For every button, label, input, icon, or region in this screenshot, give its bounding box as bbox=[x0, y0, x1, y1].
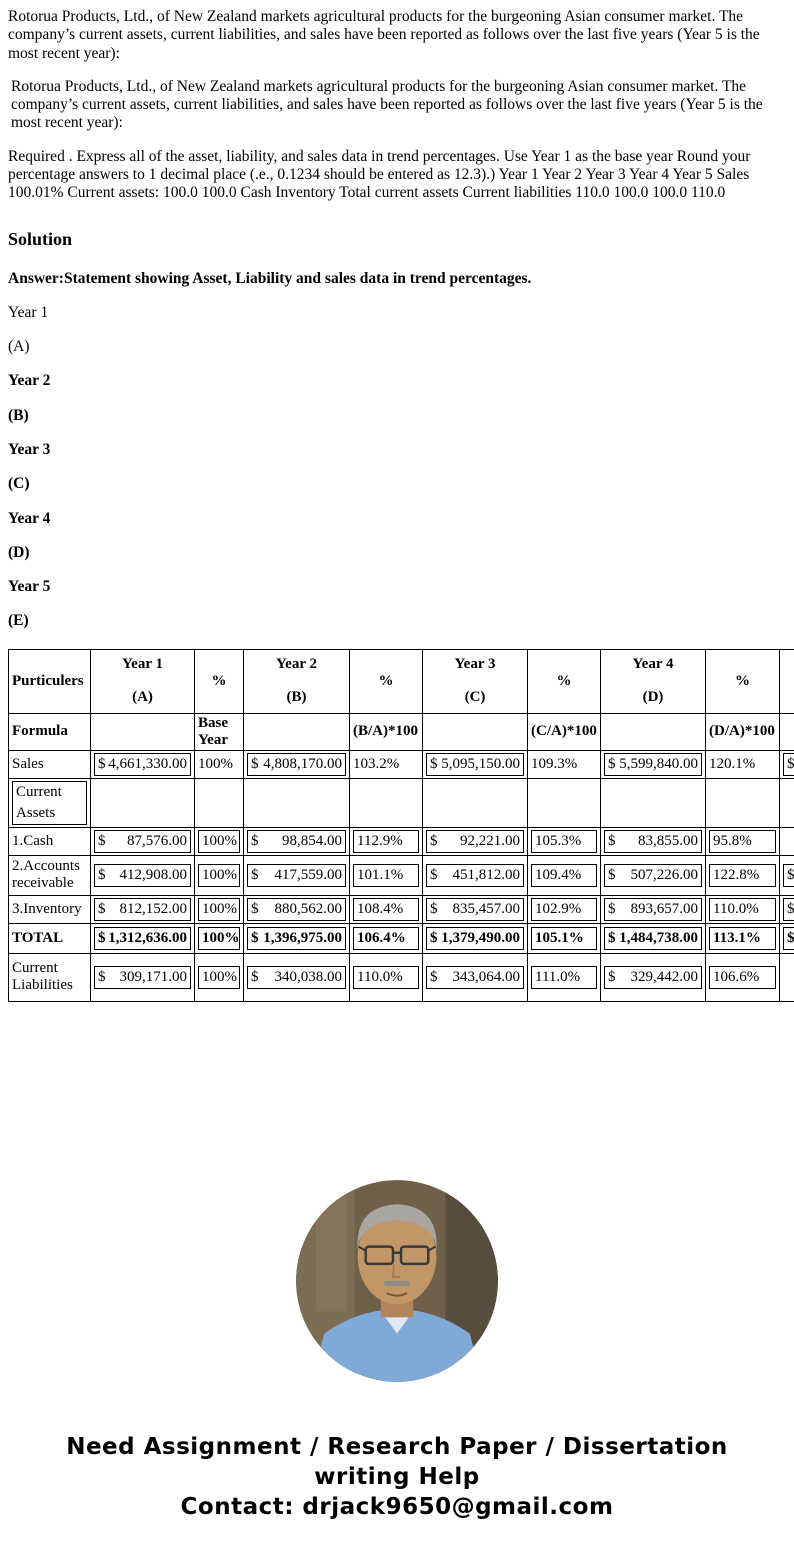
amount-box bbox=[94, 966, 191, 989]
amount-box bbox=[783, 927, 794, 950]
header-line: (A) bbox=[94, 689, 191, 706]
currency-symbol: $ bbox=[430, 865, 438, 886]
header-line: Purticulers bbox=[12, 673, 87, 690]
amount-value: 83,855.00 bbox=[638, 831, 698, 852]
cell-cash-0: 1.Cash bbox=[9, 827, 91, 855]
currency-symbol: $ bbox=[430, 831, 438, 852]
value-box: 106.4% bbox=[353, 927, 419, 950]
cell-current-assets-1 bbox=[91, 778, 195, 827]
trend-table bbox=[8, 649, 794, 1002]
cell-current-liabilities-1 bbox=[91, 953, 195, 1001]
header-cell-6 bbox=[528, 649, 601, 713]
amount-value: 87,576.00 bbox=[127, 831, 187, 852]
cell-accounts-receivable-8 bbox=[706, 855, 780, 895]
header-cell-5 bbox=[423, 649, 528, 713]
table-header-row bbox=[9, 649, 794, 713]
cell-sales-0: Sales bbox=[9, 750, 91, 778]
cell-formula-3 bbox=[244, 713, 350, 750]
cell-current-liabilities-6 bbox=[528, 953, 601, 1001]
amount-box bbox=[426, 927, 524, 950]
year-label-4: Year 4 bbox=[8, 510, 786, 528]
cell-cash-6 bbox=[528, 827, 601, 855]
cell-accounts-receivable-7 bbox=[601, 855, 706, 895]
amount-value: 5,095,150.00 bbox=[441, 754, 520, 775]
required-paragraph: Required . Express all of the asset, liability, and sales data in trend percentages. Use Year 1 as the base year Round your percentage answers to 1 decimal place (.e., 0.1234 should be entered as 12.3).) Year 1 Year 2 Year 3 Year 4 Year 5 Sales 100.01% Current assets: 100.0 100.0 Cash Inventory Total current assets Current liabilities 110.0 100.0 100.0 110.0 bbox=[8, 148, 786, 203]
amount-value: 1,379,490.00 bbox=[441, 928, 520, 949]
value-box: 100% bbox=[198, 966, 240, 989]
cell-current-assets-7 bbox=[601, 778, 706, 827]
cell-current-assets-9 bbox=[780, 778, 794, 827]
cell-sales-2: 100% bbox=[195, 750, 244, 778]
year-label-1a: (A) bbox=[8, 338, 786, 356]
header-cell-2 bbox=[195, 649, 244, 713]
amount-value: 309,171.00 bbox=[120, 967, 188, 988]
amount-value: 451,812.00 bbox=[453, 865, 521, 886]
header-line: % bbox=[353, 673, 419, 690]
cell-total-0: TOTAL bbox=[9, 923, 91, 953]
cell-inventory-7 bbox=[601, 895, 706, 923]
header-line: % bbox=[198, 673, 240, 690]
cell-current-assets-6 bbox=[528, 778, 601, 827]
cell-formula-1 bbox=[91, 713, 195, 750]
intro-paragraph-2: Rotorua Products, Ltd., of New Zealand markets agricultural products for the burgeoning Asian consumer market. The company’s current assets, current liabilities, and sales have been reported as follows over the last five years (Year 5 is the most recent year): bbox=[8, 78, 786, 133]
currency-symbol: $ bbox=[608, 831, 616, 852]
cell-cash-8 bbox=[706, 827, 780, 855]
amount-box bbox=[426, 898, 524, 921]
year-label-3: Year 3 bbox=[8, 441, 786, 459]
header-line: Year 2 bbox=[247, 656, 346, 673]
cell-sales-3 bbox=[244, 750, 350, 778]
currency-symbol: $ bbox=[251, 865, 259, 886]
currency-symbol: $ bbox=[251, 831, 259, 852]
value-box: 108.4% bbox=[353, 898, 419, 921]
currency-symbol: $ bbox=[98, 754, 106, 775]
currency-symbol: $ bbox=[430, 967, 438, 988]
currency-symbol: $ bbox=[787, 865, 794, 886]
amount-value: 343,064.00 bbox=[453, 967, 521, 988]
amount-box bbox=[94, 864, 191, 887]
cell-cash-2 bbox=[195, 827, 244, 855]
header-line: (D) bbox=[604, 689, 702, 706]
amount-value: 880,562.00 bbox=[275, 899, 343, 920]
cell-formula-6: (C/A)*100 bbox=[528, 713, 601, 750]
currency-symbol: $ bbox=[251, 754, 259, 775]
header-line: (B) bbox=[247, 689, 346, 706]
cell-accounts-receivable-9 bbox=[780, 855, 794, 895]
cell-accounts-receivable-3 bbox=[244, 855, 350, 895]
cell-formula-0: Formula bbox=[9, 713, 91, 750]
amount-value: 340,038.00 bbox=[275, 967, 343, 988]
cell-current-assets-8 bbox=[706, 778, 780, 827]
amount-box bbox=[426, 966, 524, 989]
cell-formula-7 bbox=[601, 713, 706, 750]
cell-inventory-8 bbox=[706, 895, 780, 923]
amount-box bbox=[247, 898, 346, 921]
value-box: Current Assets bbox=[12, 781, 87, 825]
header-cell-8 bbox=[706, 649, 780, 713]
cell-sales-5 bbox=[423, 750, 528, 778]
amount-box bbox=[247, 830, 346, 853]
table-row-inventory bbox=[9, 895, 794, 923]
currency-symbol: $ bbox=[608, 928, 616, 949]
cell-total-3 bbox=[244, 923, 350, 953]
cell-current-liabilities-4 bbox=[350, 953, 423, 1001]
table-row-sales bbox=[9, 750, 794, 778]
value-box: 100% bbox=[198, 864, 240, 887]
amount-value: 329,442.00 bbox=[631, 967, 699, 988]
amount-box bbox=[783, 753, 794, 776]
value-box: 110.0% bbox=[353, 966, 419, 989]
currency-symbol: $ bbox=[430, 899, 438, 920]
header-line: % bbox=[531, 673, 597, 690]
header-cell-4 bbox=[350, 649, 423, 713]
cell-current-liabilities-0: Current Liabilities bbox=[9, 953, 91, 1001]
year-label-4d: (D) bbox=[8, 544, 786, 562]
cell-total-9 bbox=[780, 923, 794, 953]
cell-current-assets-2 bbox=[195, 778, 244, 827]
currency-symbol: $ bbox=[251, 899, 259, 920]
cell-accounts-receivable-6 bbox=[528, 855, 601, 895]
cell-formula-5 bbox=[423, 713, 528, 750]
amount-box bbox=[783, 864, 794, 887]
cell-formula-8: (D/A)*100 bbox=[706, 713, 780, 750]
table-row-accounts-receivable bbox=[9, 855, 794, 895]
cell-cash-4 bbox=[350, 827, 423, 855]
currency-symbol: $ bbox=[608, 899, 616, 920]
amount-value: 4,661,330.00 bbox=[108, 754, 187, 775]
cell-inventory-1 bbox=[91, 895, 195, 923]
cell-sales-4: 103.2% bbox=[350, 750, 423, 778]
amount-box bbox=[604, 927, 702, 950]
amount-box bbox=[604, 864, 702, 887]
cell-cash-1 bbox=[91, 827, 195, 855]
footer-banner bbox=[27, 1432, 767, 1522]
header-cell-1 bbox=[91, 649, 195, 713]
amount-box bbox=[247, 966, 346, 989]
value-box: 105.3% bbox=[531, 830, 597, 853]
header-cell-0 bbox=[9, 649, 91, 713]
amount-box bbox=[94, 830, 191, 853]
currency-symbol: $ bbox=[98, 928, 106, 949]
value-box: 100% bbox=[198, 830, 240, 853]
answer-statement: Answer:Statement showing Asset, Liability and sales data in trend percentages. bbox=[8, 270, 786, 288]
currency-symbol: $ bbox=[787, 754, 794, 775]
value-box: 113.1% bbox=[709, 927, 776, 950]
amount-value: 4,808,170.00 bbox=[263, 754, 342, 775]
person-photo bbox=[296, 1180, 498, 1382]
cell-formula-4: (B/A)*100 bbox=[350, 713, 423, 750]
cell-inventory-2 bbox=[195, 895, 244, 923]
header-line: Year 1 bbox=[94, 656, 191, 673]
table-body bbox=[9, 713, 794, 1001]
year-label-3c: (C) bbox=[8, 475, 786, 493]
amount-value: 412,908.00 bbox=[120, 865, 188, 886]
value-box: 111.0% bbox=[531, 966, 597, 989]
cell-accounts-receivable-2 bbox=[195, 855, 244, 895]
header-line: Year 3 bbox=[426, 656, 524, 673]
cell-sales-8: 120.1% bbox=[706, 750, 780, 778]
value-box: 102.9% bbox=[531, 898, 597, 921]
amount-box bbox=[247, 927, 346, 950]
amount-box bbox=[604, 966, 702, 989]
header-cell-9 bbox=[780, 649, 794, 713]
currency-symbol: $ bbox=[430, 928, 438, 949]
cell-accounts-receivable-1 bbox=[91, 855, 195, 895]
intro-paragraph-1: Rotorua Products, Ltd., of New Zealand markets agricultural products for the burgeoning Asian consumer market. The company’s current assets, current liabilities, and sales have been reported as follows over the last five years (Year 5 is the most recent year): bbox=[8, 8, 786, 63]
cell-accounts-receivable-5 bbox=[423, 855, 528, 895]
currency-symbol: $ bbox=[608, 754, 616, 775]
amount-value: 98,854.00 bbox=[282, 831, 342, 852]
cell-current-liabilities-5 bbox=[423, 953, 528, 1001]
cell-inventory-6 bbox=[528, 895, 601, 923]
cell-total-4 bbox=[350, 923, 423, 953]
header-cell-7 bbox=[601, 649, 706, 713]
cell-total-7 bbox=[601, 923, 706, 953]
currency-symbol: $ bbox=[98, 899, 106, 920]
cell-cash-3 bbox=[244, 827, 350, 855]
cell-cash-9 bbox=[780, 827, 794, 855]
cell-inventory-0: 3.Inventory bbox=[9, 895, 91, 923]
year-label-2b: (B) bbox=[8, 407, 786, 425]
amount-value: 417,559.00 bbox=[275, 865, 343, 886]
cell-total-1 bbox=[91, 923, 195, 953]
amount-value: 92,221.00 bbox=[460, 831, 520, 852]
currency-symbol: $ bbox=[98, 967, 106, 988]
amount-value: 507,226.00 bbox=[631, 865, 699, 886]
amount-box bbox=[783, 898, 794, 921]
table-row-formula bbox=[9, 713, 794, 750]
amount-box bbox=[604, 898, 702, 921]
table-row-current-assets bbox=[9, 778, 794, 827]
cell-cash-5 bbox=[423, 827, 528, 855]
cell-total-5 bbox=[423, 923, 528, 953]
amount-box bbox=[604, 753, 702, 776]
trend-table-container bbox=[8, 649, 794, 1002]
currency-symbol: $ bbox=[251, 928, 259, 949]
value-box: 106.6% bbox=[709, 966, 776, 989]
cell-current-assets-4 bbox=[350, 778, 423, 827]
cell-current-assets-5 bbox=[423, 778, 528, 827]
currency-symbol: $ bbox=[430, 754, 438, 775]
footer-help-text: Need Assignment / Research Paper / Dissertation writing Help bbox=[27, 1432, 767, 1492]
cell-sales-1 bbox=[91, 750, 195, 778]
amount-box bbox=[247, 864, 346, 887]
cell-total-2 bbox=[195, 923, 244, 953]
cell-total-8 bbox=[706, 923, 780, 953]
currency-symbol: $ bbox=[98, 831, 106, 852]
footer-contact-email: Contact: drjack9650@gmail.com bbox=[27, 1492, 767, 1522]
table-row-current-liabilities bbox=[9, 953, 794, 1001]
value-box: 122.8% bbox=[709, 864, 776, 887]
amount-value: 1,396,975.00 bbox=[263, 928, 342, 949]
value-box: 95.8% bbox=[709, 830, 776, 853]
cell-total-6 bbox=[528, 923, 601, 953]
cell-accounts-receivable-4 bbox=[350, 855, 423, 895]
amount-value: 812,152.00 bbox=[120, 899, 188, 920]
amount-box bbox=[94, 753, 191, 776]
value-box: 109.4% bbox=[531, 864, 597, 887]
amount-box bbox=[426, 753, 524, 776]
cell-sales-9 bbox=[780, 750, 794, 778]
cell-current-liabilities-9 bbox=[780, 953, 794, 1001]
cell-inventory-9 bbox=[780, 895, 794, 923]
year-label-1: Year 1 bbox=[8, 304, 786, 322]
header-cell-3 bbox=[244, 649, 350, 713]
table-row-cash bbox=[9, 827, 794, 855]
cell-current-assets-0 bbox=[9, 778, 91, 827]
amount-box bbox=[426, 830, 524, 853]
cell-inventory-3 bbox=[244, 895, 350, 923]
solution-heading: Solution bbox=[8, 229, 786, 250]
value-box: 110.0% bbox=[709, 898, 776, 921]
currency-symbol: $ bbox=[608, 865, 616, 886]
amount-box bbox=[94, 898, 191, 921]
year-label-5e: (E) bbox=[8, 612, 786, 630]
value-box: 101.1% bbox=[353, 864, 419, 887]
currency-symbol: $ bbox=[98, 865, 106, 886]
amount-box bbox=[247, 753, 346, 776]
amount-value: 1,484,738.00 bbox=[619, 928, 698, 949]
value-box: 105.1% bbox=[531, 927, 597, 950]
cell-current-liabilities-7 bbox=[601, 953, 706, 1001]
cell-current-liabilities-8 bbox=[706, 953, 780, 1001]
amount-value: 5,599,840.00 bbox=[619, 754, 698, 775]
header-line: Year 4 bbox=[604, 656, 702, 673]
cell-sales-7 bbox=[601, 750, 706, 778]
value-box: 100% bbox=[198, 927, 240, 950]
cell-sales-6: 109.3% bbox=[528, 750, 601, 778]
amount-value: 1,312,636.00 bbox=[108, 928, 187, 949]
cell-accounts-receivable-0: 2.Accounts receivable bbox=[9, 855, 91, 895]
currency-symbol: $ bbox=[251, 967, 259, 988]
header-line: (C) bbox=[426, 689, 524, 706]
cell-current-assets-3 bbox=[244, 778, 350, 827]
cell-inventory-5 bbox=[423, 895, 528, 923]
year-label-5: Year 5 bbox=[8, 578, 786, 596]
value-box: 100% bbox=[198, 898, 240, 921]
currency-symbol: $ bbox=[608, 967, 616, 988]
amount-value: 893,657.00 bbox=[631, 899, 699, 920]
amount-box bbox=[94, 927, 191, 950]
cell-formula-2: Base Year bbox=[195, 713, 244, 750]
amount-value: 835,457.00 bbox=[453, 899, 521, 920]
table-row-total bbox=[9, 923, 794, 953]
value-box: 112.9% bbox=[353, 830, 419, 853]
cell-formula-9 bbox=[780, 713, 794, 750]
avatar-container bbox=[8, 1180, 786, 1382]
cell-current-liabilities-3 bbox=[244, 953, 350, 1001]
amount-box bbox=[604, 830, 702, 853]
currency-symbol: $ bbox=[787, 899, 794, 920]
cell-current-liabilities-2 bbox=[195, 953, 244, 1001]
cell-inventory-4 bbox=[350, 895, 423, 923]
cell-cash-7 bbox=[601, 827, 706, 855]
currency-symbol: $ bbox=[787, 928, 794, 949]
header-line: % bbox=[709, 673, 776, 690]
year-label-2: Year 2 bbox=[8, 372, 786, 390]
amount-box bbox=[426, 864, 524, 887]
